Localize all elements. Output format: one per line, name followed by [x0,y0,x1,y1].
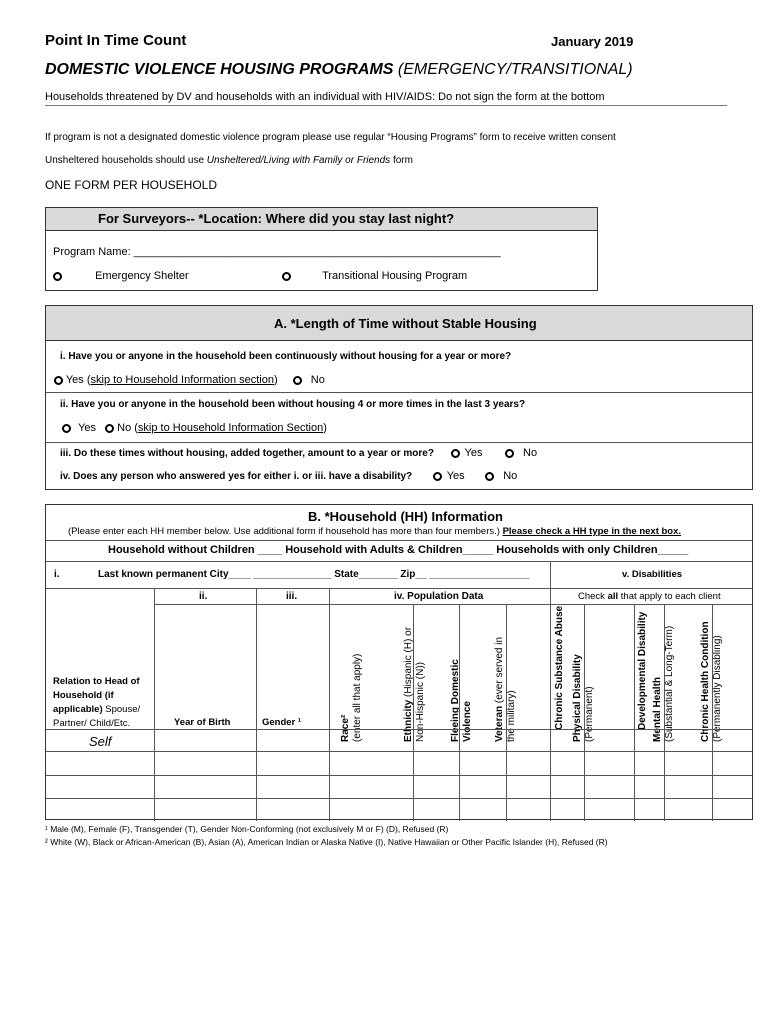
q1-yes-label: Yes ( [65,374,91,386]
divider [46,561,752,562]
race-header-rest: (enter all that apply) [352,653,363,742]
q3-yes-label: Yes [464,447,483,459]
veteran-header-rest: (ever served in [494,636,505,706]
veteran-header-line2: the military) [506,690,517,742]
radio-icon[interactable] [54,376,63,385]
section-b-heading: B. *Household (HH) Information [308,509,503,524]
check-all-bold: all [607,591,619,602]
fleeing-dv-header-line2: Violence [462,701,473,742]
transitional-housing-label: Transitional Housing Program [322,270,468,282]
question-1-answers [54,374,325,386]
q2-no-label: No ( [117,422,138,434]
radio-icon[interactable] [105,424,114,433]
instruction-unsheltered-post: form [390,155,413,166]
gender-header: Gender ¹ [262,717,302,728]
surveyors-heading: For Surveyors-- *Location: Where did you stay last night? [98,211,455,226]
grid-line [256,588,257,821]
chronic-substance-header: Chronic Substance Abuse [554,605,565,730]
veteran-header-bold: Veteran [494,705,505,742]
grid-line [329,588,330,821]
check-all-note [578,591,721,602]
radio-icon[interactable] [53,272,62,281]
section-b [45,504,753,820]
q2-yes-label: Yes [78,422,97,434]
disabilities-heading: v. Disabilities [622,569,683,580]
question-4 [60,470,517,482]
instruction-unsheltered-form: Unsheltered/Living with Family or Friends [206,155,391,166]
physical-disability-header-bold: Physical Disability [572,654,583,742]
subtitle: Households threatened by DV and households with an individual with HIV/AIDS: Do not sign the form at the bottom [45,91,605,103]
table-row-divider [46,751,752,752]
year-of-birth-header: Year of Birth [174,717,231,728]
form-title: Point In Time Count [45,32,187,49]
divider [46,442,752,443]
question-3 [60,447,537,459]
physical-disability-header-rest: (Permanent) [584,686,595,742]
q2-close-paren: ) [323,422,327,434]
radio-icon[interactable] [505,449,514,458]
divider [46,588,752,589]
divider [46,540,752,541]
q1-skip-link[interactable]: skip to Household Information section [90,374,274,386]
radio-icon[interactable] [485,472,494,481]
grid-line [506,604,507,821]
main-title [45,61,633,79]
q1-close-paren: ) [273,374,278,386]
relation-header-rest: Spouse/ Partner/ Child/Etc. [53,704,141,729]
self-row-label: Self [89,734,112,749]
divider [46,392,752,393]
mental-health-header-bold: Mental Health [652,676,663,742]
radio-icon[interactable] [282,272,291,281]
check-all-post: that apply to each client [618,591,721,602]
ethnicity-header-rest: (Hispanic (H) or [403,626,414,700]
col-iii-label: iii. [286,591,298,602]
emergency-shelter-label: Emergency Shelter [95,270,189,282]
instruction-unsheltered [45,155,413,166]
chronic-health-header-rest: (Permanently Disabling) [712,635,723,742]
grid-line [584,604,585,821]
divider [550,561,551,588]
col-ii-label: ii. [199,591,208,602]
footnote-race: ² White (W), Black or African-American (B), Asian (A), American Indian or Alaska Native (I), Native Hawaiian or Other Pacific Islander (H), Refused (R) [45,837,608,847]
q4-text: iv. Does any person who answered yes for either i. or iii. have a disability? [60,471,413,482]
last-known-address-field[interactable]: Last known permanent City____ ______________ State_______ Zip__ __________________ [98,569,530,580]
q3-no-label: No [523,447,538,459]
fleeing-dv-header-line1: Fleeing Domestic [450,659,461,742]
program-name-field[interactable]: Program Name: ____________________________________________________________ [53,246,501,258]
row-i-label: i. [54,569,60,580]
population-data-heading: iv. Population Data [394,591,484,602]
surveyors-box [45,207,598,291]
one-form-note: ONE FORM PER HOUSEHOLD [45,178,218,192]
household-type-row[interactable]: Household without Children ____ Household with Adults & Children_____ Households with only Children_____ [108,544,689,556]
grid-line [413,604,414,821]
instruction-unsheltered-pre: Unsheltered households should use [45,155,207,166]
radio-icon[interactable] [293,376,302,385]
q4-no-label: No [503,470,518,482]
main-title-bold: DOMESTIC VIOLENCE HOUSING PROGRAMS [45,61,394,78]
race-header-bold: Race² [340,714,351,742]
q1-no-label: No [310,374,325,386]
radio-icon[interactable] [451,449,460,458]
grid-line [664,604,665,821]
section-a-heading: A. *Length of Time without Stable Housing [274,316,537,331]
footnote-gender: ¹ Male (M), Female (F), Transgender (T), Gender Non-Conforming (not exclusively M or F) (D), Refused (R) [45,824,449,834]
grid-line [634,604,635,821]
radio-icon[interactable] [62,424,71,433]
grid-line [712,604,713,821]
table-row-divider [46,798,752,799]
q3-text: iii. Do these times without housing, added together, amount to a year or more? [60,448,434,459]
ethnicity-header [403,627,427,742]
grid-line [459,604,460,821]
q2-skip-link[interactable]: skip to Household Information Section [137,422,324,434]
question-1: i. Have you or anyone in the household been continuously without housing for a year or more? [60,351,512,362]
instruction-consent: If program is not a designated domestic violence program please use regular “Housing Programs” form to receive written consent [45,132,616,143]
table-row-divider [46,729,752,730]
section-b-note-text: (Please enter each HH member below. Use additional form if household has more than four members.) [68,526,503,537]
radio-icon[interactable] [433,472,442,481]
form-date: January 2019 [551,34,634,49]
emergency-shelter-option[interactable] [53,270,189,282]
section-b-note [68,526,681,537]
chronic-health-header-bold: Chronic Health Condition [700,621,711,742]
developmental-disability-header: Developmental Disability [637,611,648,730]
ethnicity-header-bold: Ethnicity [403,699,414,742]
mental-health-header-rest: (Substantial & Long-Term) [664,625,675,742]
section-a [45,305,753,490]
main-title-rest: (EMERGENCY/TRANSITIONAL) [397,61,633,78]
section-b-note-bold: Please check a HH type in the next box. [502,526,682,537]
grid-line [550,588,551,821]
ethnicity-header-line2: Non-Hispanic (N)) [415,661,426,742]
divider [154,604,752,605]
check-all-pre: Check [578,591,608,602]
transitional-housing-option[interactable] [282,270,467,282]
grid-line [154,588,155,821]
table-row-divider [46,775,752,776]
subtitle-divider [45,105,727,106]
question-2-answers [62,422,327,434]
relation-header-bold: Relation to Head of Household (if applicable) [53,676,140,715]
q4-yes-label: Yes [446,470,465,482]
relation-header [53,675,153,731]
question-2: ii. Have you or anyone in the household been without housing 4 or more times in the last 3 years? [60,399,526,410]
